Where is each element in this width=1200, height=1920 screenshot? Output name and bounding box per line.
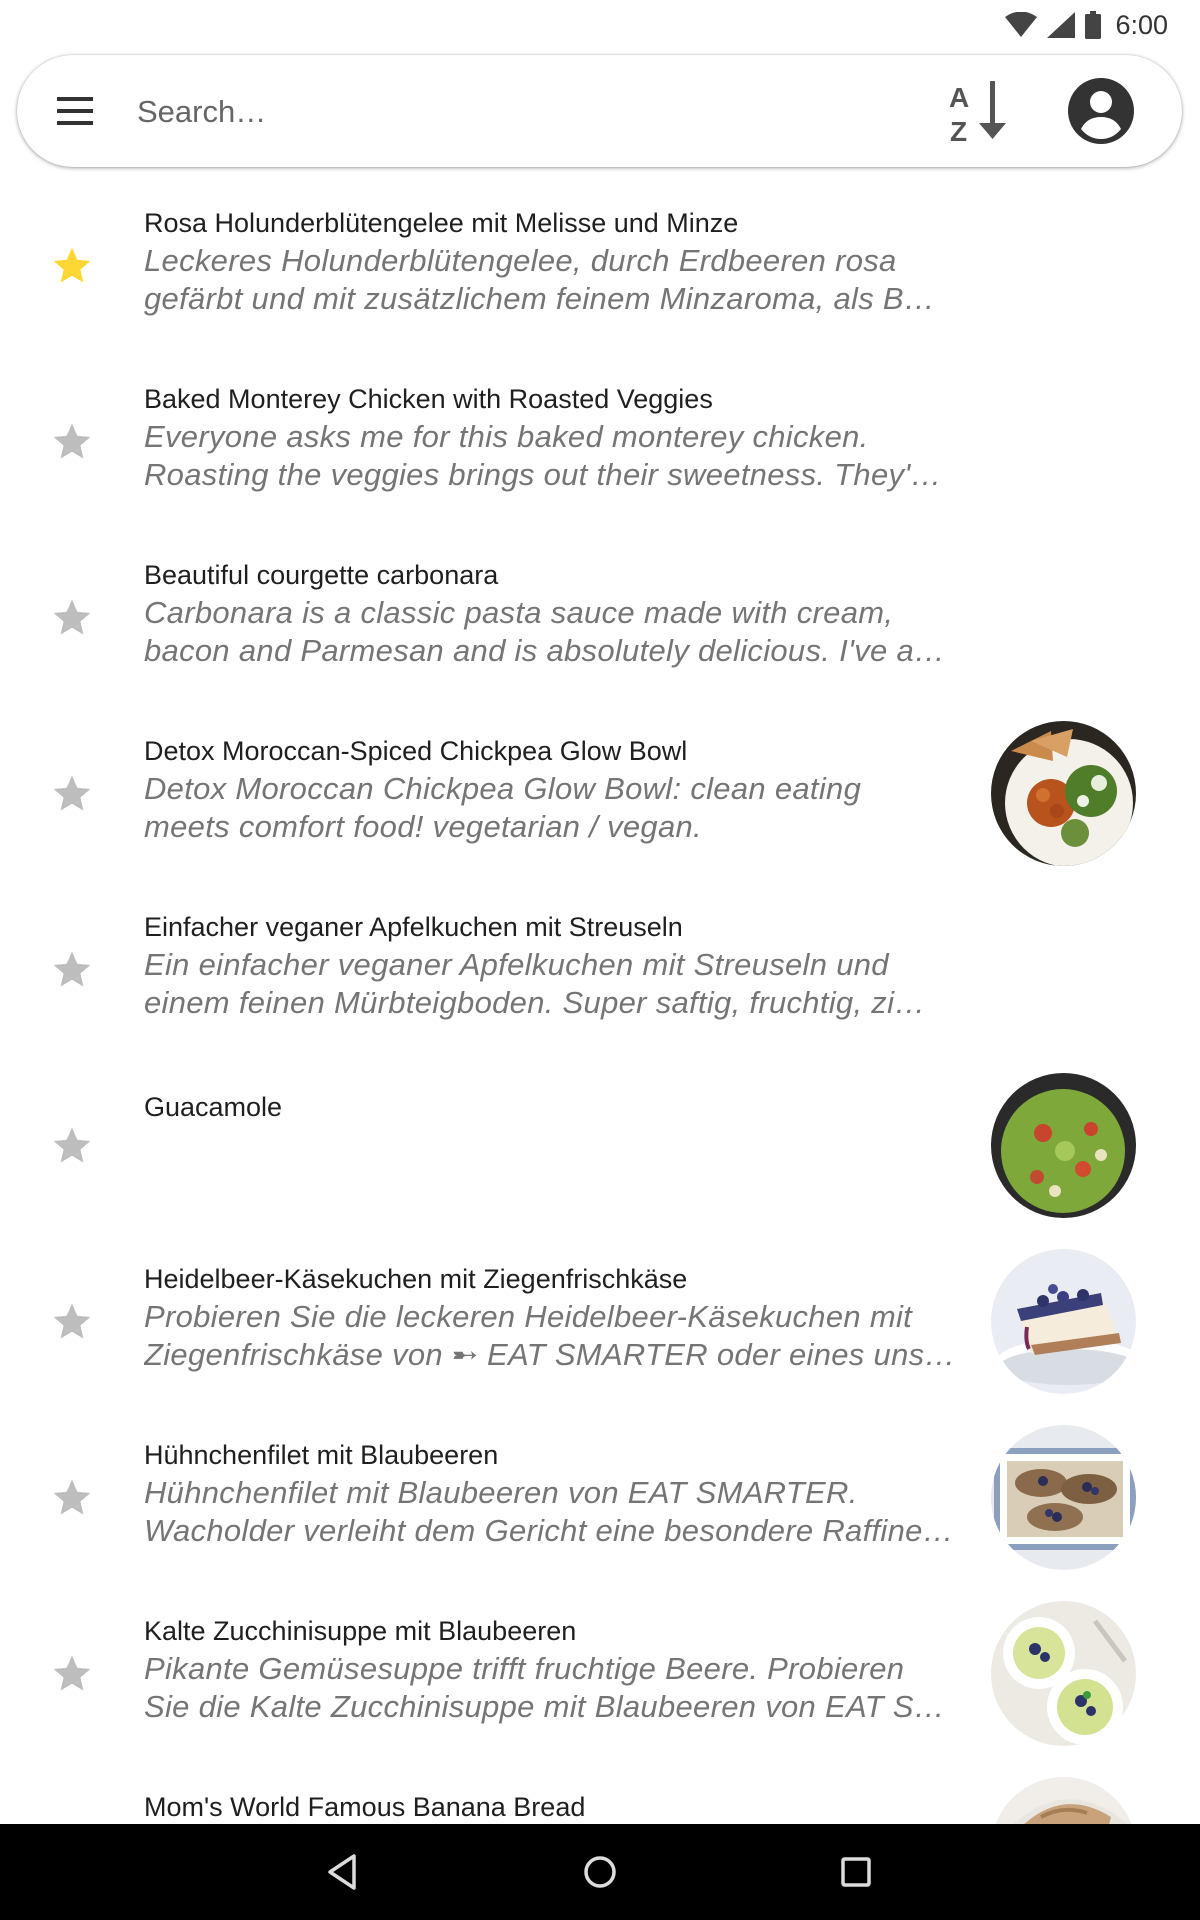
- star-icon: [50, 1652, 94, 1696]
- favorite-star-button[interactable]: [50, 420, 94, 464]
- star-icon: [50, 1300, 94, 1344]
- battery-icon: [1085, 11, 1101, 39]
- status-bar: [0, 0, 1200, 50]
- recipe-title: Hühnchenfilet mit Blaubeeren: [144, 1440, 499, 1470]
- star-icon: [50, 596, 94, 640]
- status-time: 6:00: [1115, 9, 1168, 40]
- list-item[interactable]: [0, 1584, 1200, 1760]
- favorite-star-button[interactable]: [50, 772, 94, 816]
- recipe-thumbnail: [991, 1777, 1136, 1824]
- recipe-description: Detox Moroccan Chickpea Glow Bowl: clean eating meets comfort food! vegetarian / vegan.: [144, 771, 862, 844]
- star-icon: [50, 1124, 94, 1168]
- recipe-description: Leckeres Holunderblütengelee, durch Erdbeeren rosa gefärbt und mit zusätzlichem feinem Minzaroma, als B…: [144, 243, 936, 316]
- recipe-description: Probieren Sie die leckeren Heidelbeer-Käsekuchen mit Ziegenfrischkäse von ➸ EAT SMARTER oder eines uns…: [144, 1299, 956, 1372]
- home-button[interactable]: [576, 1848, 624, 1896]
- favorite-star-button[interactable]: [50, 1652, 94, 1696]
- recipe-thumbnail: [991, 1601, 1136, 1746]
- recipe-title: Detox Moroccan-Spiced Chickpea Glow Bowl: [144, 736, 688, 766]
- menu-button[interactable]: [53, 89, 97, 133]
- recipe-description: Carbonara is a classic pasta sauce made with cream, bacon and Parmesan and is absolutely delicious. I've a…: [144, 595, 946, 668]
- recipe-description: Pikante Gemüsesuppe trifft fruchtige Beere. Probieren Sie die Kalte Zucchinisuppe mit Blaubeeren von EAT S…: [144, 1651, 946, 1724]
- star-icon: [50, 1476, 94, 1520]
- account-circle-icon: [1067, 77, 1135, 145]
- list-item[interactable]: [0, 1408, 1200, 1584]
- recipe-title: Baked Monterey Chicken with Roasted Veggies: [144, 384, 713, 414]
- recipe-thumbnail: [991, 1073, 1136, 1218]
- list-item[interactable]: [0, 1232, 1200, 1408]
- home-icon: [576, 1848, 624, 1896]
- navigation-bar: [0, 1824, 1200, 1920]
- back-button[interactable]: [320, 1848, 368, 1896]
- sort-az-icon: [947, 77, 1015, 145]
- star-icon: [50, 948, 94, 992]
- star-icon: [50, 772, 94, 816]
- cell-signal-icon: [1047, 12, 1075, 38]
- favorite-star-button[interactable]: [50, 596, 94, 640]
- favorite-star-button[interactable]: [50, 244, 94, 288]
- list-item[interactable]: [0, 528, 1200, 704]
- search-input[interactable]: [135, 83, 919, 141]
- recipe-thumbnail: [991, 1425, 1136, 1570]
- recipe-title: Rosa Holunderblütengelee mit Melisse und Minze: [144, 208, 739, 238]
- star-icon: [50, 244, 94, 288]
- menu-icon: [53, 89, 97, 133]
- recipe-description: Everyone asks me for this baked monterey chicken. Roasting the veggies brings out their sweetness. They'…: [144, 419, 942, 492]
- favorite-star-button[interactable]: [50, 1124, 94, 1168]
- search-bar: [17, 55, 1182, 167]
- list-item[interactable]: [0, 880, 1200, 1056]
- list-item[interactable]: [0, 1056, 1200, 1232]
- favorite-star-button[interactable]: [50, 948, 94, 992]
- recents-button[interactable]: [832, 1848, 880, 1896]
- recipe-title: Einfacher veganer Apfelkuchen mit Streuseln: [144, 912, 683, 942]
- account-button[interactable]: [1067, 77, 1135, 145]
- favorite-star-button[interactable]: [50, 1476, 94, 1520]
- recipe-title: Beautiful courgette carbonara: [144, 560, 499, 590]
- recipe-title: Kalte Zucchinisuppe mit Blaubeeren: [144, 1616, 577, 1646]
- back-icon: [320, 1848, 368, 1896]
- recipe-title: Heidelbeer-Käsekuchen mit Ziegenfrischkäse: [144, 1264, 688, 1294]
- recipe-title: Guacamole: [144, 1092, 283, 1122]
- recipe-description: Hühnchenfilet mit Blaubeeren von EAT SMARTER. Wacholder verleiht dem Gericht eine besondere Raffine…: [144, 1475, 954, 1548]
- list-item[interactable]: [0, 1760, 1200, 1824]
- recents-icon: [832, 1848, 880, 1896]
- recipe-thumbnail: [991, 1249, 1136, 1394]
- recipe-description: Ein einfacher veganer Apfelkuchen mit Streuseln und einem feinen Mürbteigboden. Super saftig, fruchtig, zi…: [144, 947, 926, 1020]
- list-item[interactable]: [0, 352, 1200, 528]
- recipe-list: [0, 176, 1200, 1824]
- svg-text:Z: Z: [950, 116, 968, 145]
- star-icon: [50, 420, 94, 464]
- list-item[interactable]: [0, 176, 1200, 352]
- favorite-star-button[interactable]: [50, 1300, 94, 1344]
- wifi-icon: [1005, 12, 1037, 38]
- recipe-title: Mom's World Famous Banana Bread: [144, 1792, 586, 1822]
- list-item[interactable]: [0, 704, 1200, 880]
- recipe-thumbnail: [991, 721, 1136, 866]
- sort-button[interactable]: [947, 77, 1015, 145]
- svg-text:A: A: [949, 82, 970, 113]
